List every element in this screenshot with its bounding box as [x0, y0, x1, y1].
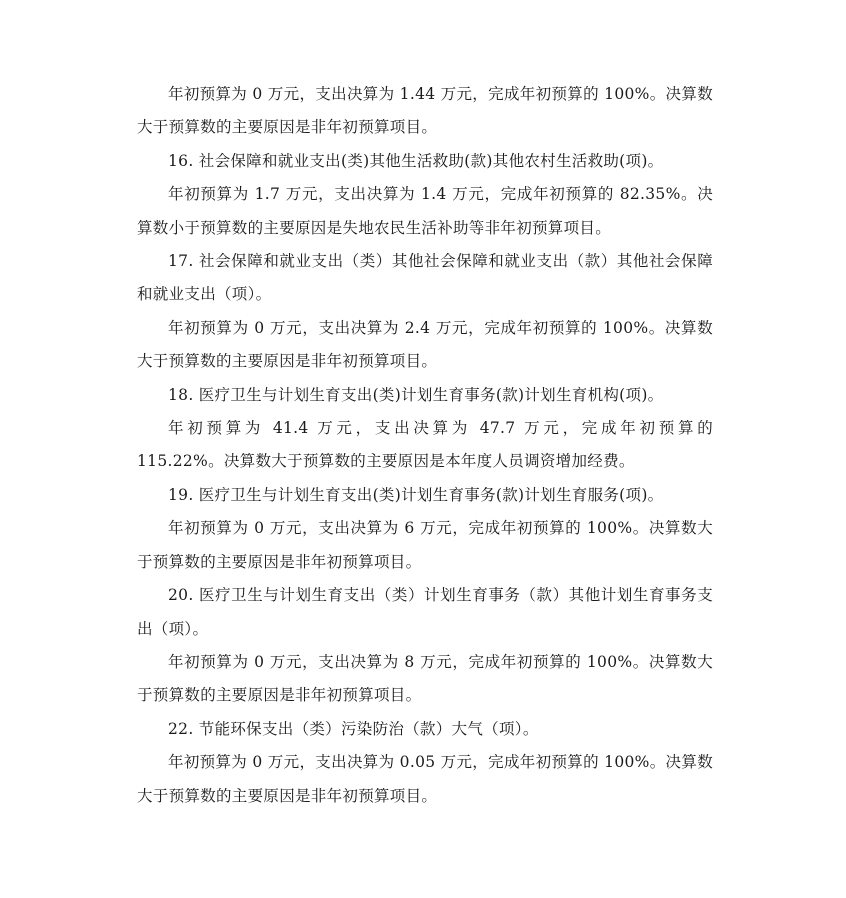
- document-body: [137, 78, 713, 813]
- paragraph-item-17-detail: 年初预算为 0 万元，支出决算为 2.4 万元，完成年初预算的 100%。决算数大于预算数的主要原因是非年初预算项目。: [137, 318, 713, 371]
- paragraph-item-20-detail: 年初预算为 0 万元，支出决算为 8 万元，完成年初预算的 100%。决算数大于预算数的主要原因是非年初预算项目。: [137, 652, 713, 705]
- paragraph-item-20-heading: 20. 医疗卫生与计划生育支出（类）计划生育事务（款）其他计划生育事务支出（项）。: [137, 586, 713, 638]
- paragraph-item-15-detail: 年初预算为 0 万元，支出决算为 1.44 万元，完成年初预算的 100%。决算数大于预算数的主要原因是非年初预算项目。: [137, 85, 713, 137]
- paragraph-item-19-detail: 年初预算为 0 万元，支出决算为 6 万元，完成年初预算的 100%。决算数大于预算数的主要原因是非年初预算项目。: [137, 519, 713, 571]
- paragraph-item-18-heading: 18. 医疗卫生与计划生育支出(类)计划生育事务(款)计划生育机构(项)。: [168, 385, 664, 404]
- paragraph-item-17-heading: 17. 社会保障和就业支出（类）其他社会保障和就业支出（款）其他社会保障和就业支出（项）。: [137, 252, 713, 304]
- paragraph-item-16-detail: 年初预算为 1.7 万元，支出决算为 1.4 万元，完成年初预算的 82.35%。决算数小于预算数的主要原因是失地农民生活补助等非年初预算项目。: [137, 185, 713, 237]
- paragraph-item-22-detail: 年初预算为 0 万元，支出决算为 0.05 万元，完成年初预算的 100%。决算数大于预算数的主要原因是非年初预算项目。: [137, 753, 713, 805]
- paragraph-item-16-heading: 16. 社会保障和就业支出(类)其他生活救助(款)其他农村生活救助(项)。: [168, 151, 664, 170]
- paragraph-item-22-heading: 22. 节能环保支出（类）污染防治（款）大气（项）。: [168, 719, 539, 738]
- paragraph-item-19-heading: 19. 医疗卫生与计划生育支出(类)计划生育事务(款)计划生育服务(项)。: [168, 485, 664, 504]
- paragraph-item-18-detail: 年初预算为 41.4 万元，支出决算为 47.7 万元，完成年初预算的 115.22%。决算数大于预算数的主要原因是本年度人员调资增加经费。: [137, 419, 713, 471]
